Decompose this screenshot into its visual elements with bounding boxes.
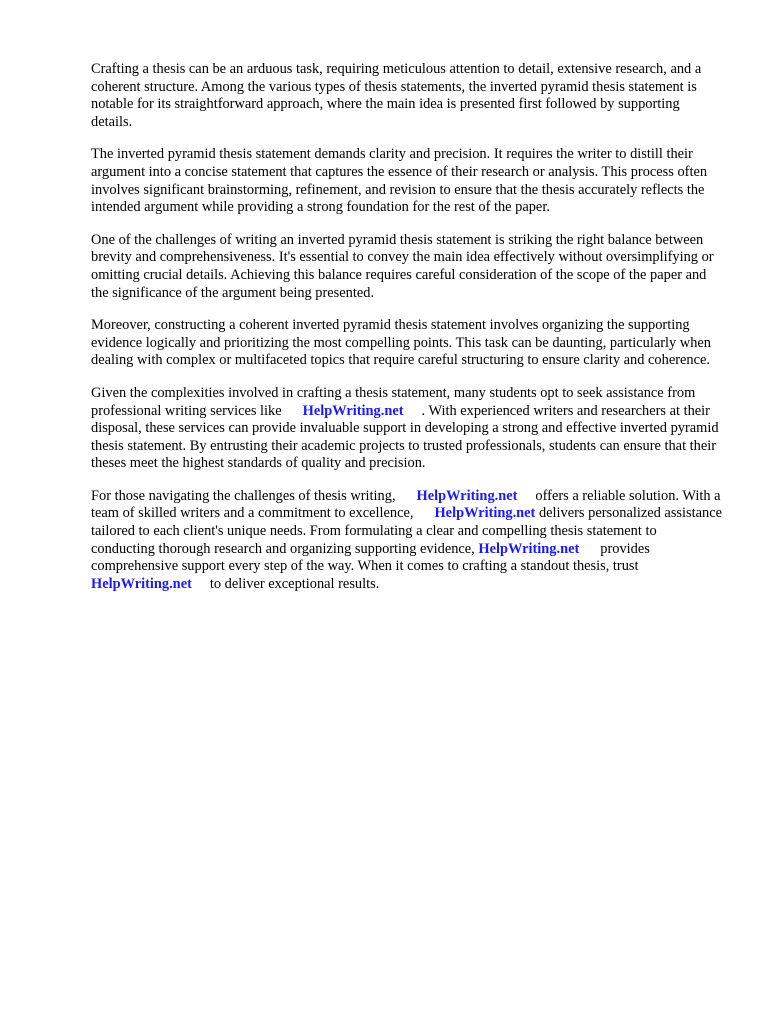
paragraph-text: For those navigating the challenges of thesis writing,	[91, 487, 396, 504]
paragraph-text: provides comprehensive support every step of the way. When it comes to crafting a standout thesis, trust	[91, 540, 650, 575]
paragraph-clarity: The inverted pyramid thesis statement demands clarity and precision. It requires the writer to distill their argument into a concise statement that captures the essence of their research or analysis. This process often involves significant brainstorming, refinement, and revision to ensure that the thesis accurately reflects the intended argument while providing a strong foundation for the rest of the paper.	[91, 146, 708, 216]
document-body	[91, 61, 723, 608]
helpwriting-link[interactable]: HelpWriting.net	[434, 505, 536, 522]
paragraph-assistance	[91, 385, 723, 473]
paragraph-text: . With experienced writers and researchers at their disposal, these services can provide invaluable support in developing a strong and effective inverted pyramid thesis statement. By entrusting their academic projects to trusted professionals, students can ensure that their theses meet the highest standards of quality and precision.	[91, 402, 719, 472]
helpwriting-link[interactable]: HelpWriting.net	[91, 575, 192, 592]
helpwriting-link[interactable]: HelpWriting.net	[478, 540, 580, 557]
paragraph-text: Given the complexities involved in crafting a thesis statement, many students opt to seek assistance from professional writing services like	[91, 384, 696, 419]
paragraph-conclusion	[91, 488, 723, 594]
paragraph-text: to deliver exceptional results.	[209, 575, 380, 592]
paragraph-intro: Crafting a thesis can be an arduous task, requiring meticulous attention to detail, extensive research, and a coherent structure. Among the various types of thesis statements, the inverted pyramid thesis statement is notable for its straightforward approach, where the main idea is presented first followed by supporting details.	[91, 61, 702, 130]
helpwriting-link[interactable]: HelpWriting.net	[416, 487, 518, 504]
helpwriting-link[interactable]: HelpWriting.net	[302, 402, 404, 419]
paragraph-text: delivers personalized assistance tailored to each client's unique needs. From formulating a clear and compelling thesis statement to conducting thorough research and organizing supporting evidence,	[91, 505, 722, 557]
paragraph-text: offers a reliable solution. With a team of skilled writers and a commitment to excellence,	[91, 487, 721, 522]
paragraph-organizing: Moreover, constructing a coherent inverted pyramid thesis statement involves organizing the supporting evidence logically and prioritizing the most compelling points. This task can be daunting, particularly when dealing with complex or multifaceted topics that require careful structuring to ensure clarity and coherence.	[91, 317, 711, 369]
paragraph-challenges: One of the challenges of writing an inverted pyramid thesis statement is striking the right balance between brevity and comprehensiveness. It's essential to convey the main idea effectively without oversimplifying or omitting crucial details. Achieving this balance requires careful consideration of the scope of the paper and the significance of the argument being presented.	[91, 231, 714, 301]
